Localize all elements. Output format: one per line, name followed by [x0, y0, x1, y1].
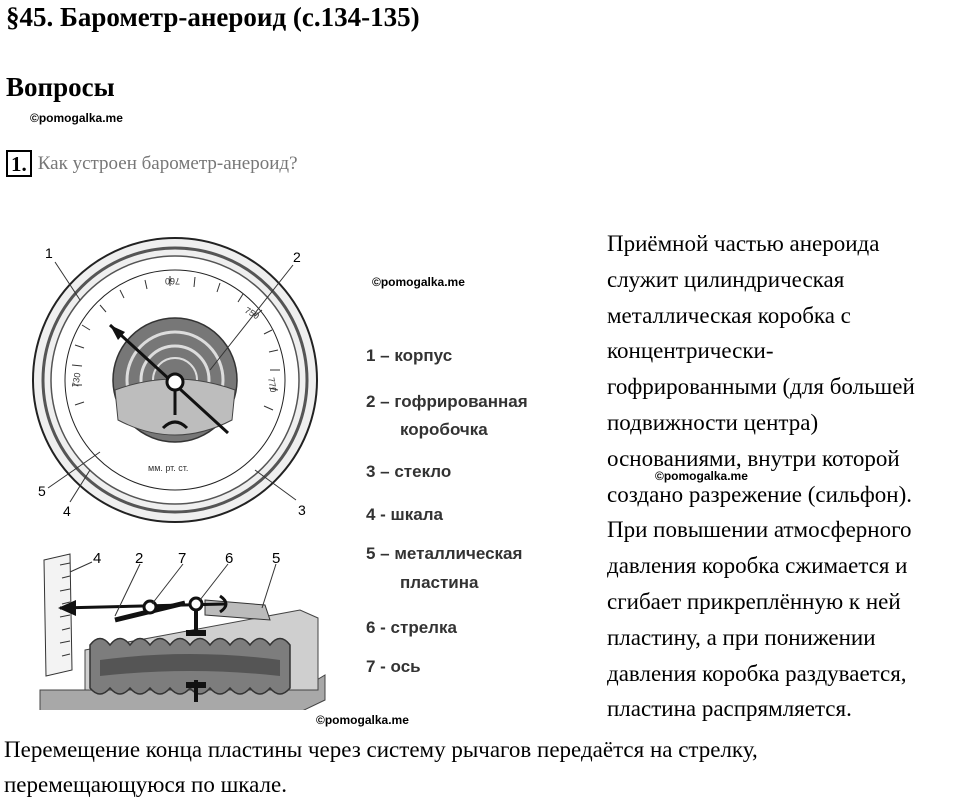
- answer-line: основаниями, внутри которой: [607, 445, 900, 471]
- dial-scale-label: 750: [243, 305, 262, 322]
- callout-label: 5: [38, 483, 46, 499]
- callout-label: 2: [135, 550, 144, 567]
- answer-continuation: [4, 732, 758, 802]
- answer-line: давления коробка сжимается и: [607, 553, 908, 579]
- answer-line: сгибает прикреплённую к ней: [607, 588, 901, 614]
- legend-item: 3 – стекло: [366, 462, 452, 481]
- answer-line: давления коробка раздувается,: [607, 660, 907, 686]
- callout-label: 1: [45, 245, 53, 261]
- watermark: ©pomogalka.me: [655, 469, 748, 483]
- legend-item: 6 - стрелка: [366, 618, 457, 637]
- answer-line: перемещающуюся по шкале.: [4, 772, 287, 797]
- answer-line: пластину, а при понижении: [607, 624, 876, 650]
- answer-line: При повышении атмосферного: [607, 517, 912, 543]
- callout-label: 4: [93, 550, 102, 567]
- callout-label: 2: [293, 249, 301, 265]
- question-row: [6, 150, 298, 177]
- answer-line: гофрированными (для большей: [607, 374, 915, 400]
- dial-scale-label: 770: [266, 376, 279, 394]
- dial-scale-label: 760: [164, 276, 180, 286]
- question-number: 1.: [6, 150, 32, 177]
- barometer-figure: [0, 220, 360, 710]
- legend-item: пластина: [400, 573, 479, 592]
- section-heading: Вопросы: [6, 72, 115, 102]
- watermark: ©pomogalka.me: [372, 275, 465, 289]
- legend-item: 7 - ось: [366, 657, 421, 676]
- legend-item: 4 - шкала: [366, 505, 443, 524]
- answer-line: служит цилиндрическая: [607, 266, 845, 292]
- mechanism-drawing: [40, 554, 325, 710]
- question-text: Как устроен барометр-анероид?: [37, 152, 298, 174]
- callout-label: 5: [272, 550, 281, 567]
- answer-line: пластина распрямляется.: [607, 696, 852, 722]
- legend-item: 1 – корпус: [366, 346, 453, 365]
- callout-label: 4: [63, 503, 71, 519]
- dial-scale-label: 730: [70, 371, 83, 389]
- watermark: ©pomogalka.me: [316, 713, 409, 727]
- callout-label: 6: [225, 550, 234, 567]
- legend-item: коробочка: [400, 420, 488, 439]
- answer-line: Приёмной частью анероида: [607, 231, 880, 256]
- dial-unit-label: мм. рт. ст.: [148, 463, 189, 473]
- legend-item: 2 – гофрированная: [366, 392, 528, 411]
- answer-line: создано разрежение (сильфон).: [607, 481, 912, 507]
- answer-line: Перемещение конца пластины через систему рычагов передаётся на стрелку,: [4, 737, 758, 762]
- callout-label: 7: [178, 550, 187, 567]
- answer-line: концентрически-: [607, 338, 774, 364]
- answer-line: металлическая коробка с: [607, 302, 851, 328]
- watermark: ©pomogalka.me: [30, 111, 123, 125]
- callout-label: 3: [298, 502, 306, 518]
- answer-line: подвижности центра): [607, 409, 819, 435]
- legend-item: 5 – металлическая: [366, 544, 523, 563]
- page-title: §45. Барометр-анероид (с.134-135): [6, 2, 420, 32]
